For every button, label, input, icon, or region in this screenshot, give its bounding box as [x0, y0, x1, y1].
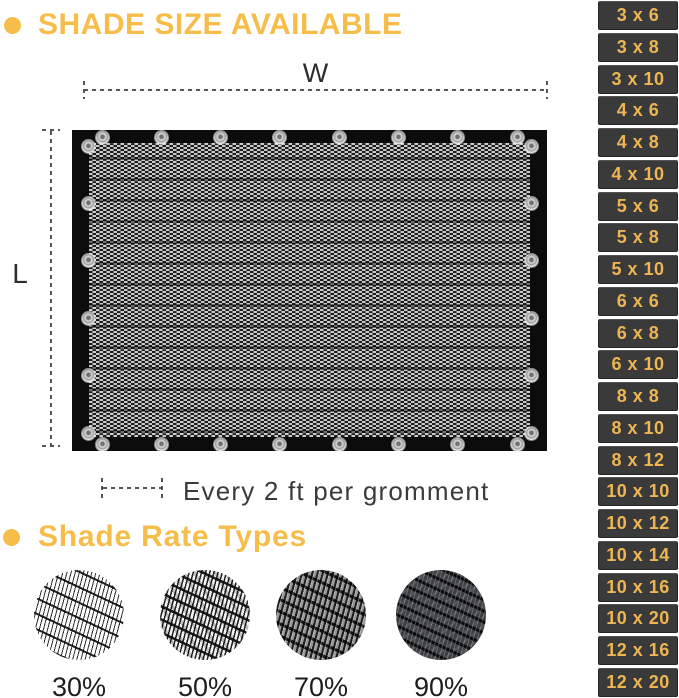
grommet-icon: [392, 438, 405, 451]
width-dimension-tick-right: [546, 81, 548, 99]
bullet-icon: [4, 17, 21, 34]
size-option: 6 x 6: [598, 287, 678, 316]
size-option: 5 x 10: [598, 255, 678, 284]
grommet-icon: [82, 312, 95, 325]
grommet-icon: [525, 427, 538, 440]
mesh-sample-icon: [160, 570, 250, 660]
grommet-icon: [333, 438, 346, 451]
size-option: 5 x 8: [598, 223, 678, 252]
grommet-spacing-line: [103, 487, 161, 489]
grommet-icon: [451, 438, 464, 451]
grommet-icon: [525, 312, 538, 325]
grommet-icon: [525, 140, 538, 153]
size-option: 5 x 6: [598, 192, 678, 221]
width-dimension-line: [84, 89, 547, 91]
size-option: 3 x 10: [598, 65, 678, 94]
grommet-icon: [273, 131, 286, 144]
size-option: 6 x 8: [598, 319, 678, 348]
size-option: 4 x 10: [598, 160, 678, 189]
length-dimension-label: L: [12, 258, 28, 289]
size-option: 10 x 16: [598, 573, 678, 602]
size-available-title: SHADE SIZE AVAILABLE: [38, 8, 403, 41]
size-option: 3 x 6: [598, 1, 678, 30]
size-option: 10 x 10: [598, 477, 678, 506]
size-option: 4 x 8: [598, 128, 678, 157]
bullet-icon: [3, 529, 20, 546]
length-dimension-line: [50, 131, 52, 446]
shade-rate-sample: [276, 570, 366, 698]
shade-rate-label: 90%: [413, 672, 469, 698]
size-available-heading: [4, 8, 402, 42]
mesh-texture: [89, 143, 530, 437]
size-option: 12 x 16: [598, 636, 678, 665]
length-dimension-tick-bottom: [42, 445, 60, 447]
size-option: 6 x 10: [598, 350, 678, 379]
shade-rate-label: 30%: [51, 672, 107, 698]
grommet-icon: [273, 438, 286, 451]
grommet-icon: [82, 140, 95, 153]
grommet-icon: [525, 197, 538, 210]
grommet-spacing-tick-right: [161, 478, 163, 498]
size-option: 12 x 20: [598, 668, 678, 697]
size-option: 4 x 6: [598, 96, 678, 125]
grommet-icon: [451, 131, 464, 144]
grommet-icon: [96, 438, 109, 451]
mesh-sample-icon: [396, 570, 486, 660]
size-option: 8 x 8: [598, 382, 678, 411]
length-dimension-tick-top: [42, 129, 60, 131]
grommet-icon: [333, 131, 346, 144]
shade-rate-samples: [0, 570, 598, 698]
grommet-icon: [82, 254, 95, 267]
size-option: 10 x 12: [598, 509, 678, 538]
mesh-sample-icon: [276, 570, 366, 660]
grommet-icon: [525, 254, 538, 267]
size-option: 10 x 20: [598, 604, 678, 633]
mesh-sample-icon: [34, 570, 124, 660]
size-option: 3 x 8: [598, 33, 678, 62]
grommet-spacing-note: Every 2 ft per gromment: [183, 476, 490, 506]
grommet-icon: [82, 427, 95, 440]
size-option: 10 x 14: [598, 541, 678, 570]
grommet-icon: [96, 131, 109, 144]
grommet-icon: [82, 369, 95, 382]
grommet-icon: [511, 438, 524, 451]
shade-rate-title: Shade Rate Types: [38, 520, 308, 553]
size-options-list: [598, 0, 678, 698]
grommet-icon: [155, 131, 168, 144]
size-option: 8 x 10: [598, 414, 678, 443]
grommet-icon: [525, 369, 538, 382]
grommet-icon: [511, 131, 524, 144]
grommet-icon: [392, 131, 405, 144]
shade-rate-sample: [160, 570, 250, 698]
size-option: 8 x 12: [598, 446, 678, 475]
shade-rate-heading: [3, 520, 307, 554]
grommet-icon: [214, 438, 227, 451]
shade-net-diagram: [72, 130, 547, 451]
shade-rate-label: 50%: [177, 672, 233, 698]
grommet-icon: [214, 131, 227, 144]
shade-rate-sample: [34, 570, 124, 698]
width-dimension-label: W: [302, 58, 329, 88]
grommet-icon: [155, 438, 168, 451]
shade-rate-sample: [396, 570, 486, 698]
shade-rate-label: 70%: [293, 672, 349, 698]
width-dimension-tick-left: [83, 81, 85, 99]
grommet-icon: [82, 197, 95, 210]
